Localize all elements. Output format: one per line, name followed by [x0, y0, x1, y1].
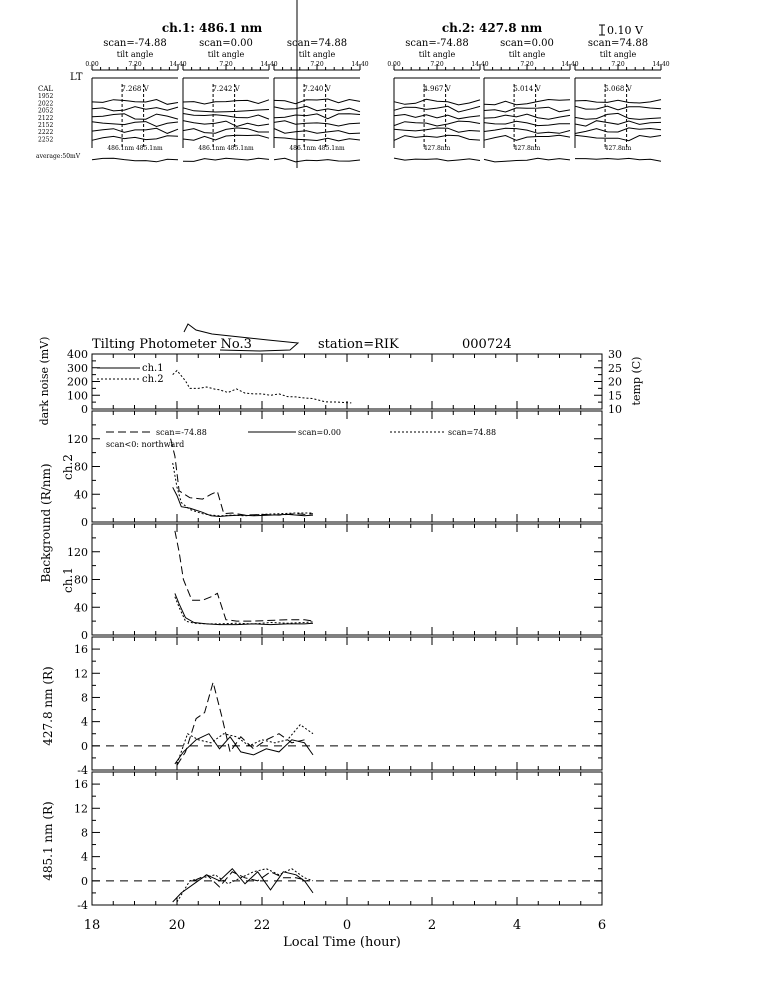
- ylabel-ch2: ch.2: [61, 454, 75, 480]
- thumb-trace: [183, 121, 269, 127]
- y2-tick-label: 25: [608, 361, 622, 375]
- y2-tick-label: 20: [608, 375, 622, 389]
- thumb-average-trace: [394, 158, 480, 161]
- voltage-label: 5.014 V: [513, 85, 541, 93]
- series-line-ch.2: [173, 371, 352, 403]
- y-tick-label: 100: [67, 389, 88, 403]
- thumb-trace: [92, 122, 178, 127]
- x-tick-label: 22: [253, 918, 271, 933]
- thumbnail-panel-1: [85, 38, 186, 162]
- y-tick-label: -4: [77, 764, 88, 777]
- thumb-average-trace: [484, 158, 570, 162]
- thumb-trace: [575, 106, 661, 110]
- thumb-trace: [394, 121, 480, 126]
- y-tick-label: 300: [67, 361, 88, 375]
- thumb-trace: [484, 128, 570, 133]
- thumb-trace: [575, 113, 661, 119]
- legend-label-scan-zero: scan=0.00: [298, 428, 342, 437]
- thumbnail-panel-2: [183, 38, 278, 161]
- thumbnail-panel-6: [575, 38, 670, 161]
- tilt-tick-label: 14.40: [351, 61, 369, 68]
- y-tick-label: 12: [74, 667, 88, 681]
- thumb-trace: [394, 106, 480, 112]
- time-label: 2252: [38, 136, 54, 144]
- thumb-trace: [274, 138, 360, 141]
- y2-tick-label: 10: [608, 403, 622, 416]
- tilt-tick-label: 14.40: [260, 61, 278, 68]
- tilt-tick-label: 7.20: [430, 61, 444, 68]
- thumb-average-trace: [274, 158, 360, 162]
- ylabel-dark-noise: dark noise (mV): [38, 336, 51, 426]
- figure-title: Tilting Photometer No.3: [92, 337, 252, 352]
- series-line-scan=-74.88: [171, 439, 313, 515]
- thumb-trace: [394, 128, 480, 132]
- thumbnail-panel-5: [484, 38, 579, 162]
- panel-frame: [92, 354, 602, 409]
- tilt-angle-label: tilt angle: [508, 50, 546, 59]
- thumb-average-trace: [183, 158, 269, 161]
- panel-background-ch1: [67, 524, 602, 642]
- y-tick-label: 0: [81, 403, 88, 416]
- voltage-label: 4.967 V: [423, 85, 451, 93]
- dark-noise-legend: [97, 363, 164, 385]
- y2-tick-label: 15: [608, 389, 622, 403]
- thumb-trace: [484, 100, 570, 105]
- scale-label: 0.10 V: [607, 24, 643, 37]
- thumb-trace: [92, 100, 178, 105]
- wavelength-label: 486.1nm 485.1nm: [198, 145, 254, 152]
- tilt-tick-label: 14.40: [471, 61, 489, 68]
- tilt-tick-label: 14.40: [652, 61, 670, 68]
- y-tick-label: 0: [81, 516, 88, 529]
- thumb-trace: [274, 129, 360, 134]
- time-label: 2022: [38, 100, 54, 108]
- tilt-tick-label: 7.20: [219, 61, 233, 68]
- x-tick-label: 0: [342, 918, 352, 933]
- tilt-tick-label: 7.20: [611, 61, 625, 68]
- wavelength-label: 486.1nm 485.1nm: [107, 145, 163, 152]
- tilt-tick-label: 0.00: [387, 61, 401, 68]
- thumb-trace: [92, 128, 178, 133]
- thumbnail-panels: [85, 38, 669, 162]
- tilt-tick-label: 7.20: [128, 61, 142, 68]
- series-line-scan=0.00: [173, 487, 313, 516]
- thumb-trace: [183, 100, 269, 104]
- x-tick-label: 18: [83, 918, 101, 933]
- y-tick-label: 200: [67, 375, 88, 389]
- thumb-trace: [394, 99, 480, 105]
- thumb-trace: [274, 106, 360, 112]
- tilt-angle-label: tilt angle: [298, 50, 336, 59]
- y-tick-label: 40: [74, 488, 88, 502]
- y-tick-label: 40: [74, 601, 88, 615]
- tilt-tick-label: 0.00: [85, 61, 99, 68]
- y-tick-label: 80: [74, 573, 88, 587]
- series-line-scan=-74.88: [175, 531, 313, 621]
- panel-intensity-427.8: [74, 637, 602, 777]
- tilt-tick-label: 7.20: [520, 61, 534, 68]
- thumb-trace: [575, 121, 661, 126]
- thumbnail-panel-4: [387, 38, 488, 161]
- y-tick-label: -4: [77, 899, 88, 912]
- time-label: 2152: [38, 122, 54, 129]
- thumb-trace: [183, 135, 269, 140]
- series-line-scan=-74.88: [177, 682, 305, 765]
- ylabel-427: 427.8 nm (R): [41, 666, 55, 746]
- tilt-angle-label: tilt angle: [116, 50, 154, 59]
- scan-label: scan=0.00: [199, 38, 253, 49]
- y-tick-label: 0: [81, 874, 88, 888]
- xlabel-local-time: Local Time (hour): [283, 935, 401, 950]
- thumb-trace: [394, 135, 480, 140]
- thumb-trace: [274, 114, 360, 119]
- thumbnail-panel-3: [274, 38, 369, 162]
- background-legend: [106, 428, 496, 449]
- ylabel-485: 485.1 nm (R): [41, 801, 55, 881]
- y-tick-label: 8: [81, 691, 88, 705]
- thumb-trace: [92, 107, 178, 111]
- average-label: average:50mV: [36, 153, 81, 160]
- top-thumbnails: [36, 0, 670, 168]
- tilt-angle-label: tilt angle: [418, 50, 456, 59]
- series-line-scan=74.88: [177, 725, 313, 764]
- y-tick-label: 400: [67, 348, 88, 361]
- tilt-tick-label: 14.40: [561, 61, 579, 68]
- legend-label-ch2: ch.2: [142, 374, 164, 385]
- station-label: station=RIK: [318, 337, 399, 352]
- y-tick-label: 80: [74, 460, 88, 474]
- thumb-trace: [183, 114, 269, 120]
- thumb-trace: [575, 100, 661, 103]
- time-label: 2222: [38, 129, 54, 137]
- thumb-average-trace: [575, 158, 661, 161]
- time-label: 1952: [38, 93, 54, 101]
- thumb-trace: [183, 128, 269, 133]
- ylabel-temp: temp (C): [630, 356, 643, 406]
- panel-frame: [92, 524, 602, 635]
- y-tick-label: 12: [74, 802, 88, 816]
- voltage-label: 7.242 V: [212, 85, 240, 93]
- panel-intensity-485.1: [74, 772, 606, 933]
- panel-frame: [92, 772, 602, 905]
- panel-frame: [92, 637, 602, 770]
- ch1-title: ch.1: 486.1 nm: [161, 21, 263, 35]
- wavelength-label: 427.8nm: [513, 145, 541, 152]
- scan-label: scan=-74.88: [405, 38, 469, 49]
- thumb-trace: [575, 135, 661, 140]
- wavelength-label: 486.1nm 485.1nm: [289, 145, 345, 152]
- tilt-tick-label: 7.20: [310, 61, 324, 68]
- y-tick-label: 8: [81, 826, 88, 840]
- voltage-label: 7.240 V: [303, 85, 331, 93]
- thumb-trace: [92, 114, 178, 120]
- tilt-angle-label: tilt angle: [207, 50, 245, 59]
- date-label: 000724: [462, 337, 512, 352]
- wavelength-label: 427.8nm: [423, 145, 451, 152]
- thumb-trace: [484, 121, 570, 125]
- thumb-trace: [274, 99, 360, 104]
- y-tick-label: 16: [74, 778, 88, 792]
- y-tick-label: 120: [67, 545, 88, 559]
- cal-label: CAL: [38, 85, 54, 93]
- lt-label: LT: [70, 72, 83, 83]
- thumb-trace: [484, 114, 570, 119]
- scan-label: scan=74.88: [587, 38, 649, 49]
- thumb-trace: [274, 121, 360, 126]
- northward-annotation: scan<0: northward: [106, 440, 185, 449]
- y-tick-label: 0: [81, 629, 88, 642]
- x-tick-label: 2: [427, 918, 437, 933]
- y2-tick-label: 30: [608, 348, 622, 361]
- scale-bar: [599, 24, 644, 37]
- scan-label: scan=0.00: [500, 38, 554, 49]
- x-tick-label: 20: [168, 918, 186, 933]
- scan-label: scan=74.88: [286, 38, 348, 49]
- voltage-label: 5.068 V: [604, 85, 632, 93]
- series-line-scan=0.00: [173, 869, 313, 902]
- legend-label-ch1: ch.1: [142, 363, 164, 374]
- voltage-label: 7.268 V: [121, 85, 149, 93]
- x-tick-label: 4: [512, 918, 522, 933]
- series-line-scan=74.88: [173, 463, 313, 516]
- thumb-trace: [575, 128, 661, 134]
- y-tick-label: 120: [67, 432, 88, 446]
- scan-label: scan=-74.88: [103, 38, 167, 49]
- y-tick-label: 4: [81, 850, 88, 864]
- thumb-trace: [92, 136, 178, 141]
- thumb-trace: [484, 107, 570, 112]
- ylabel-background: Background (R/nm): [39, 463, 53, 583]
- thumb-trace: [183, 108, 269, 112]
- y-tick-label: 4: [81, 715, 88, 729]
- time-label: 2052: [38, 107, 54, 115]
- wavelength-label: 427.8nm: [604, 145, 632, 152]
- tilt-angle-label: tilt angle: [599, 50, 637, 59]
- thumb-trace: [484, 135, 570, 140]
- legend-label-scan-plus: scan=74.88: [448, 428, 497, 437]
- legend-label-scan-minus: scan=-74.88: [156, 428, 207, 437]
- y-tick-label: 16: [74, 643, 88, 657]
- tilt-tick-label: 14.40: [169, 61, 187, 68]
- ch2-title: ch.2: 427.8 nm: [441, 21, 543, 35]
- time-series-panels: [67, 348, 622, 933]
- time-labels: [38, 93, 53, 143]
- time-label: 2122: [38, 114, 54, 122]
- thumb-average-trace: [92, 158, 178, 162]
- x-tick-label: 6: [597, 918, 607, 933]
- thumb-trace: [394, 115, 480, 119]
- y-tick-label: 0: [81, 739, 88, 753]
- ylabel-ch1: ch.1: [61, 567, 75, 593]
